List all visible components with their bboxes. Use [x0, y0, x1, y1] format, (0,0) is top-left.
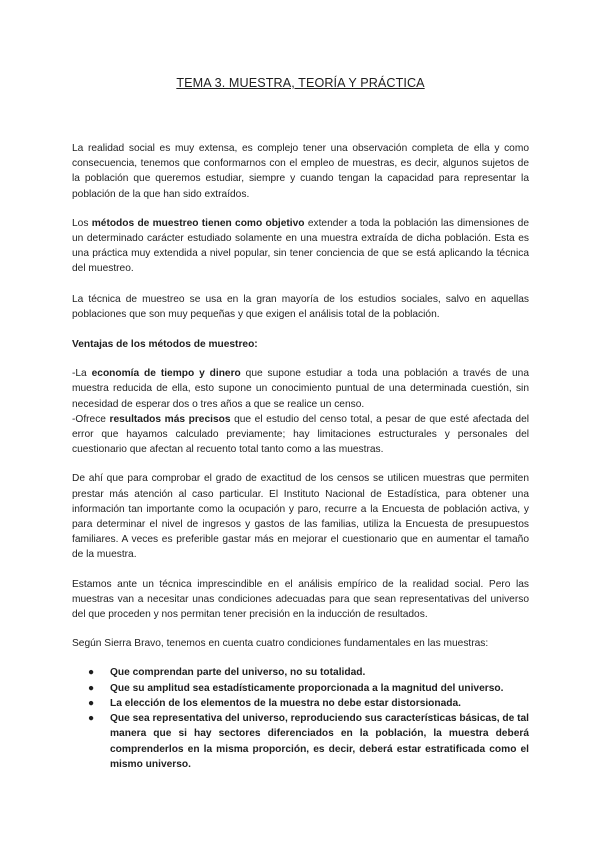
- paragraph-text: que supone estudiar a toda una población a través de una muestra reducida de ella, esto supone un conocimiento puntual de una determinada cuestión, sin necesidad de esperar dos o tres años a que se realice un censo.: [72, 368, 529, 410]
- list-item: [72, 696, 529, 711]
- paragraph-text: Los: [72, 217, 92, 229]
- emphasis-text: economía de tiempo y dinero: [91, 368, 241, 380]
- bullet-icon: ●: [88, 697, 95, 709]
- list-item: [72, 711, 529, 772]
- list-item-text: La elección de los elementos de la muestra no debe estar distorsionada.: [110, 697, 462, 709]
- paragraph-technique: Estamos ante un técnica imprescindible en el análisis empírico de la realidad social. Pero las muestras van a necesitar unas condiciones adecuadas para que sean representativas del universo del que proceden y nos permitan tener precisión en la inducción de resultados.: [72, 578, 529, 621]
- list-item: [72, 681, 529, 696]
- conditions-list: [72, 665, 529, 771]
- advantage-item: [72, 412, 529, 458]
- paragraph-text: -La: [72, 368, 92, 380]
- bullet-icon: ●: [88, 667, 95, 679]
- paragraph-text: que el estudio del censo total, a pesar de que esté afectada del error que hayamos calculado previamente; hay limitaciones estructurales y personales del cuestionario que afectan al recuento total tanto como a las muestras.: [72, 413, 530, 456]
- list-item-text: Que su amplitud sea estadísticamente proporcionada a la magnitud del universo.: [110, 682, 504, 694]
- paragraph-intro: La realidad social es muy extensa, es complejo tener una observación completa de ella y como consecuencia, tenemos que conformarnos con el empleo de muestras, es decir, algunos sujetos de la población que queremos estudiar, siempre y cuando tengan la capacidad para representar la población de la que han sido extraídos.: [72, 143, 529, 200]
- emphasis-text: métodos de muestreo tienen como objetivo: [91, 217, 305, 229]
- advantage-item: [72, 366, 529, 412]
- paragraph-census-accuracy: De ahí que para comprobar el grado de exactitud de los censos se utilicen muestras que permiten prestar más atención al caso particular. El Instituto Nacional de Estadística, para obtener una información tan importante como la ocupación y paro, recurre a la Encuesta de población activa, y para determinar el nivel de ingresos y gastos de las familias, utiliza la Encuesta de presupuestos familiares. A veces es preferible gastar más en mejorar el cuestionario que en aumentar el tamaño de la muestra.: [72, 473, 529, 561]
- bullet-icon: ●: [88, 713, 95, 725]
- emphasis-text: resultados más precisos: [109, 413, 231, 425]
- advantages-heading: Ventajas de los métodos de muestreo:: [72, 339, 258, 351]
- list-item: [72, 665, 529, 680]
- paragraph-text: extender a toda la población las dimensiones de un determinado carácter estudiado solamente en una muestra extraída de dicha población. Esta es una práctica muy extendida a nivel popular, sin tener conciencia de que se está aplicando la técnica del muestreo.: [72, 217, 530, 275]
- list-item-text: Que comprendan parte del universo, no su totalidad.: [110, 667, 366, 679]
- paragraph-sampling-usage: La técnica de muestreo se usa en la gran mayoría de los estudios sociales, salvo en aquellas poblaciones que son muy pequeñas y que exigen el análisis total de la población.: [72, 293, 529, 320]
- paragraph-text: -Ofrece: [72, 413, 110, 425]
- bullet-icon: ●: [88, 682, 95, 694]
- paragraph-sierra-bravo: Según Sierra Bravo, tenemos en cuenta cuatro condiciones fundamentales en las muestras:: [72, 638, 489, 650]
- list-item-text: Que sea representativa del universo, reproduciendo sus características básicas, de tal manera que si hay sectores diferenciados en la población, la muestra deberá comprenderlos en la misma proporción, es decir, deberá estar estratificada como el mismo universo.: [110, 713, 530, 770]
- paragraph-sampling-methods: [72, 216, 529, 277]
- page-title: TEMA 3. MUESTRA, TEORÍA Y PRÁCTICA: [176, 76, 425, 90]
